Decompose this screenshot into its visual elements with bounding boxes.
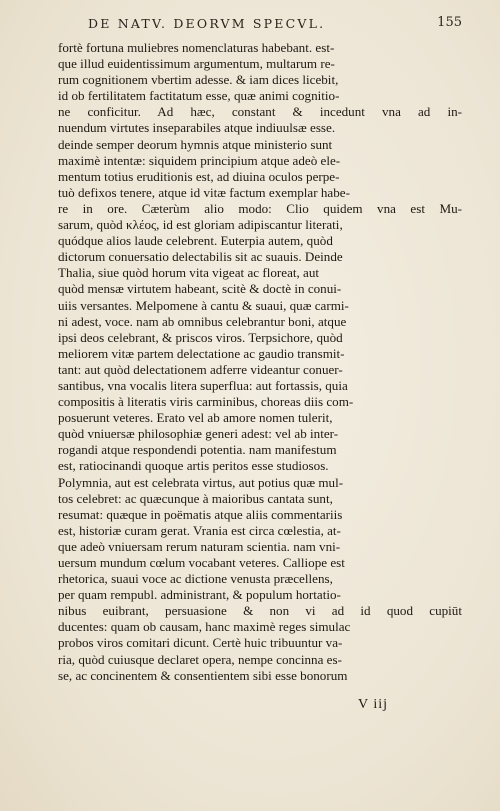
text-line: nibus euibrant, persuasione & non vi ad id quod cupiūt <box>58 603 462 619</box>
text-line: rhetorica, suaui voce ac dictione venusta præcellens, <box>58 571 333 587</box>
text-line: uiis versantes. Melpomene à cantu & suaui, quæ carmi- <box>58 297 349 313</box>
text-line: probos viros comitari dicunt. Certè huic tribuuntur va- <box>58 635 343 651</box>
text-line: se, ac concinentem & consentientem sibi esse bonorum <box>58 667 348 683</box>
page-number: 155 <box>437 15 462 30</box>
text-line: tuò defixos tenere, atque id vitæ factum exemplar habe- <box>58 184 350 200</box>
body-text <box>58 40 462 684</box>
text-line: posuerunt veteres. Erato vel ab amore nomen tulerit, <box>58 410 333 426</box>
text-line: ipsi deos celebrant, & priscos viros. Terpsichore, quòd <box>58 329 343 345</box>
text-line: est, ratiocinandi quoque artis peritos esse studiosos. <box>58 458 329 474</box>
text-line: maximè intentæ: siquidem principium atque adeò ele- <box>58 152 341 168</box>
text-line: rum cognitionem vbertim adesse. & iam dices licebit, <box>58 72 339 88</box>
page-header <box>70 14 480 36</box>
text-line: que adeò vniuersam rerum naturam scientia. nam vni- <box>58 538 341 554</box>
text-line: deinde semper deorum hymnis atque ministerio sunt <box>58 136 333 152</box>
text-line: tant: aut quòd delectationem adferre videantur conuer- <box>58 361 343 377</box>
text-line: tos celebret: ac quæcunque à maioribus cantata sunt, <box>58 490 333 506</box>
text-line: ne conficitur. Ad hæc, constant & incedunt vna ad in- <box>58 104 462 120</box>
text-line: rogandi atque respondendi potentia. nam manifestum <box>58 442 337 458</box>
text-line: ria, quòd cuiusque declaret opera, nempe concinna es- <box>58 651 342 667</box>
text-line: santibus, vna vocalis litera superflua: aut fortassis, quia <box>58 377 348 393</box>
signature-mark: V iij <box>358 697 389 712</box>
text-line: fortè fortuna muliebres nomenclaturas habebant. est- <box>58 40 335 55</box>
text-line: Thalia, siue quòd horum vita vigeat ac floreat, aut <box>58 265 320 281</box>
text-line: nuendum virtutes inseparabiles atque indiuulsæ esse. <box>58 120 336 136</box>
text-line: ducentes: quam ob causam, hanc maximè reges simulac <box>58 619 351 635</box>
text-line: meliorem vitæ partem delectatione ac gaudio transmit- <box>58 345 345 361</box>
text-line: dictorum conuersatio delectabilis sit ac suauis. Deinde <box>58 249 343 265</box>
text-line: id ob fertilitatem factitatum esse, quæ animi cognitio- <box>58 88 340 104</box>
text-line: re in ore. Cæterùm alio modo: Clio quidem vna est Mu- <box>58 200 462 216</box>
text-line: sarum, quòd κλέος, id est gloriam adipiscantur literati, <box>58 217 343 233</box>
text-line: per quam rempubl. administrant, & populum hortatio- <box>58 587 341 603</box>
text-line: resumat: quæque in poëmatis atque aliis commentariis <box>58 506 343 522</box>
text-line: Polymnia, aut est celebrata virtus, aut potius quæ mul- <box>58 474 344 490</box>
text-line: mentum totius eruditionis est, ad diuina oculos perpe- <box>58 168 340 184</box>
text-line: quòd vniuersæ philosophiæ generi adest: vel ab inter- <box>58 426 339 442</box>
text-line: uersum mundum cœlum vocabant veteres. Calliope est <box>58 555 345 570</box>
text-line: quódque alios laude celebrent. Euterpia autem, quòd <box>58 233 333 249</box>
text-line: quòd mensæ virtutem habeant, scitè & doctè in conui- <box>58 281 342 297</box>
running-head: DE NATV. DEORVM SPECVL. <box>88 16 326 31</box>
text-line: compositis à literatis viris carminibus, choreas diis com- <box>58 394 354 410</box>
text-line: ni adest, voce. nam ab omnibus celebrantur boni, atque <box>58 313 347 329</box>
text-line: est, historiæ curam gerat. Vrania est circa cœlestia, at- <box>58 522 341 538</box>
text-line: que illud euidentissimum argumentum, multarum re- <box>58 56 335 72</box>
